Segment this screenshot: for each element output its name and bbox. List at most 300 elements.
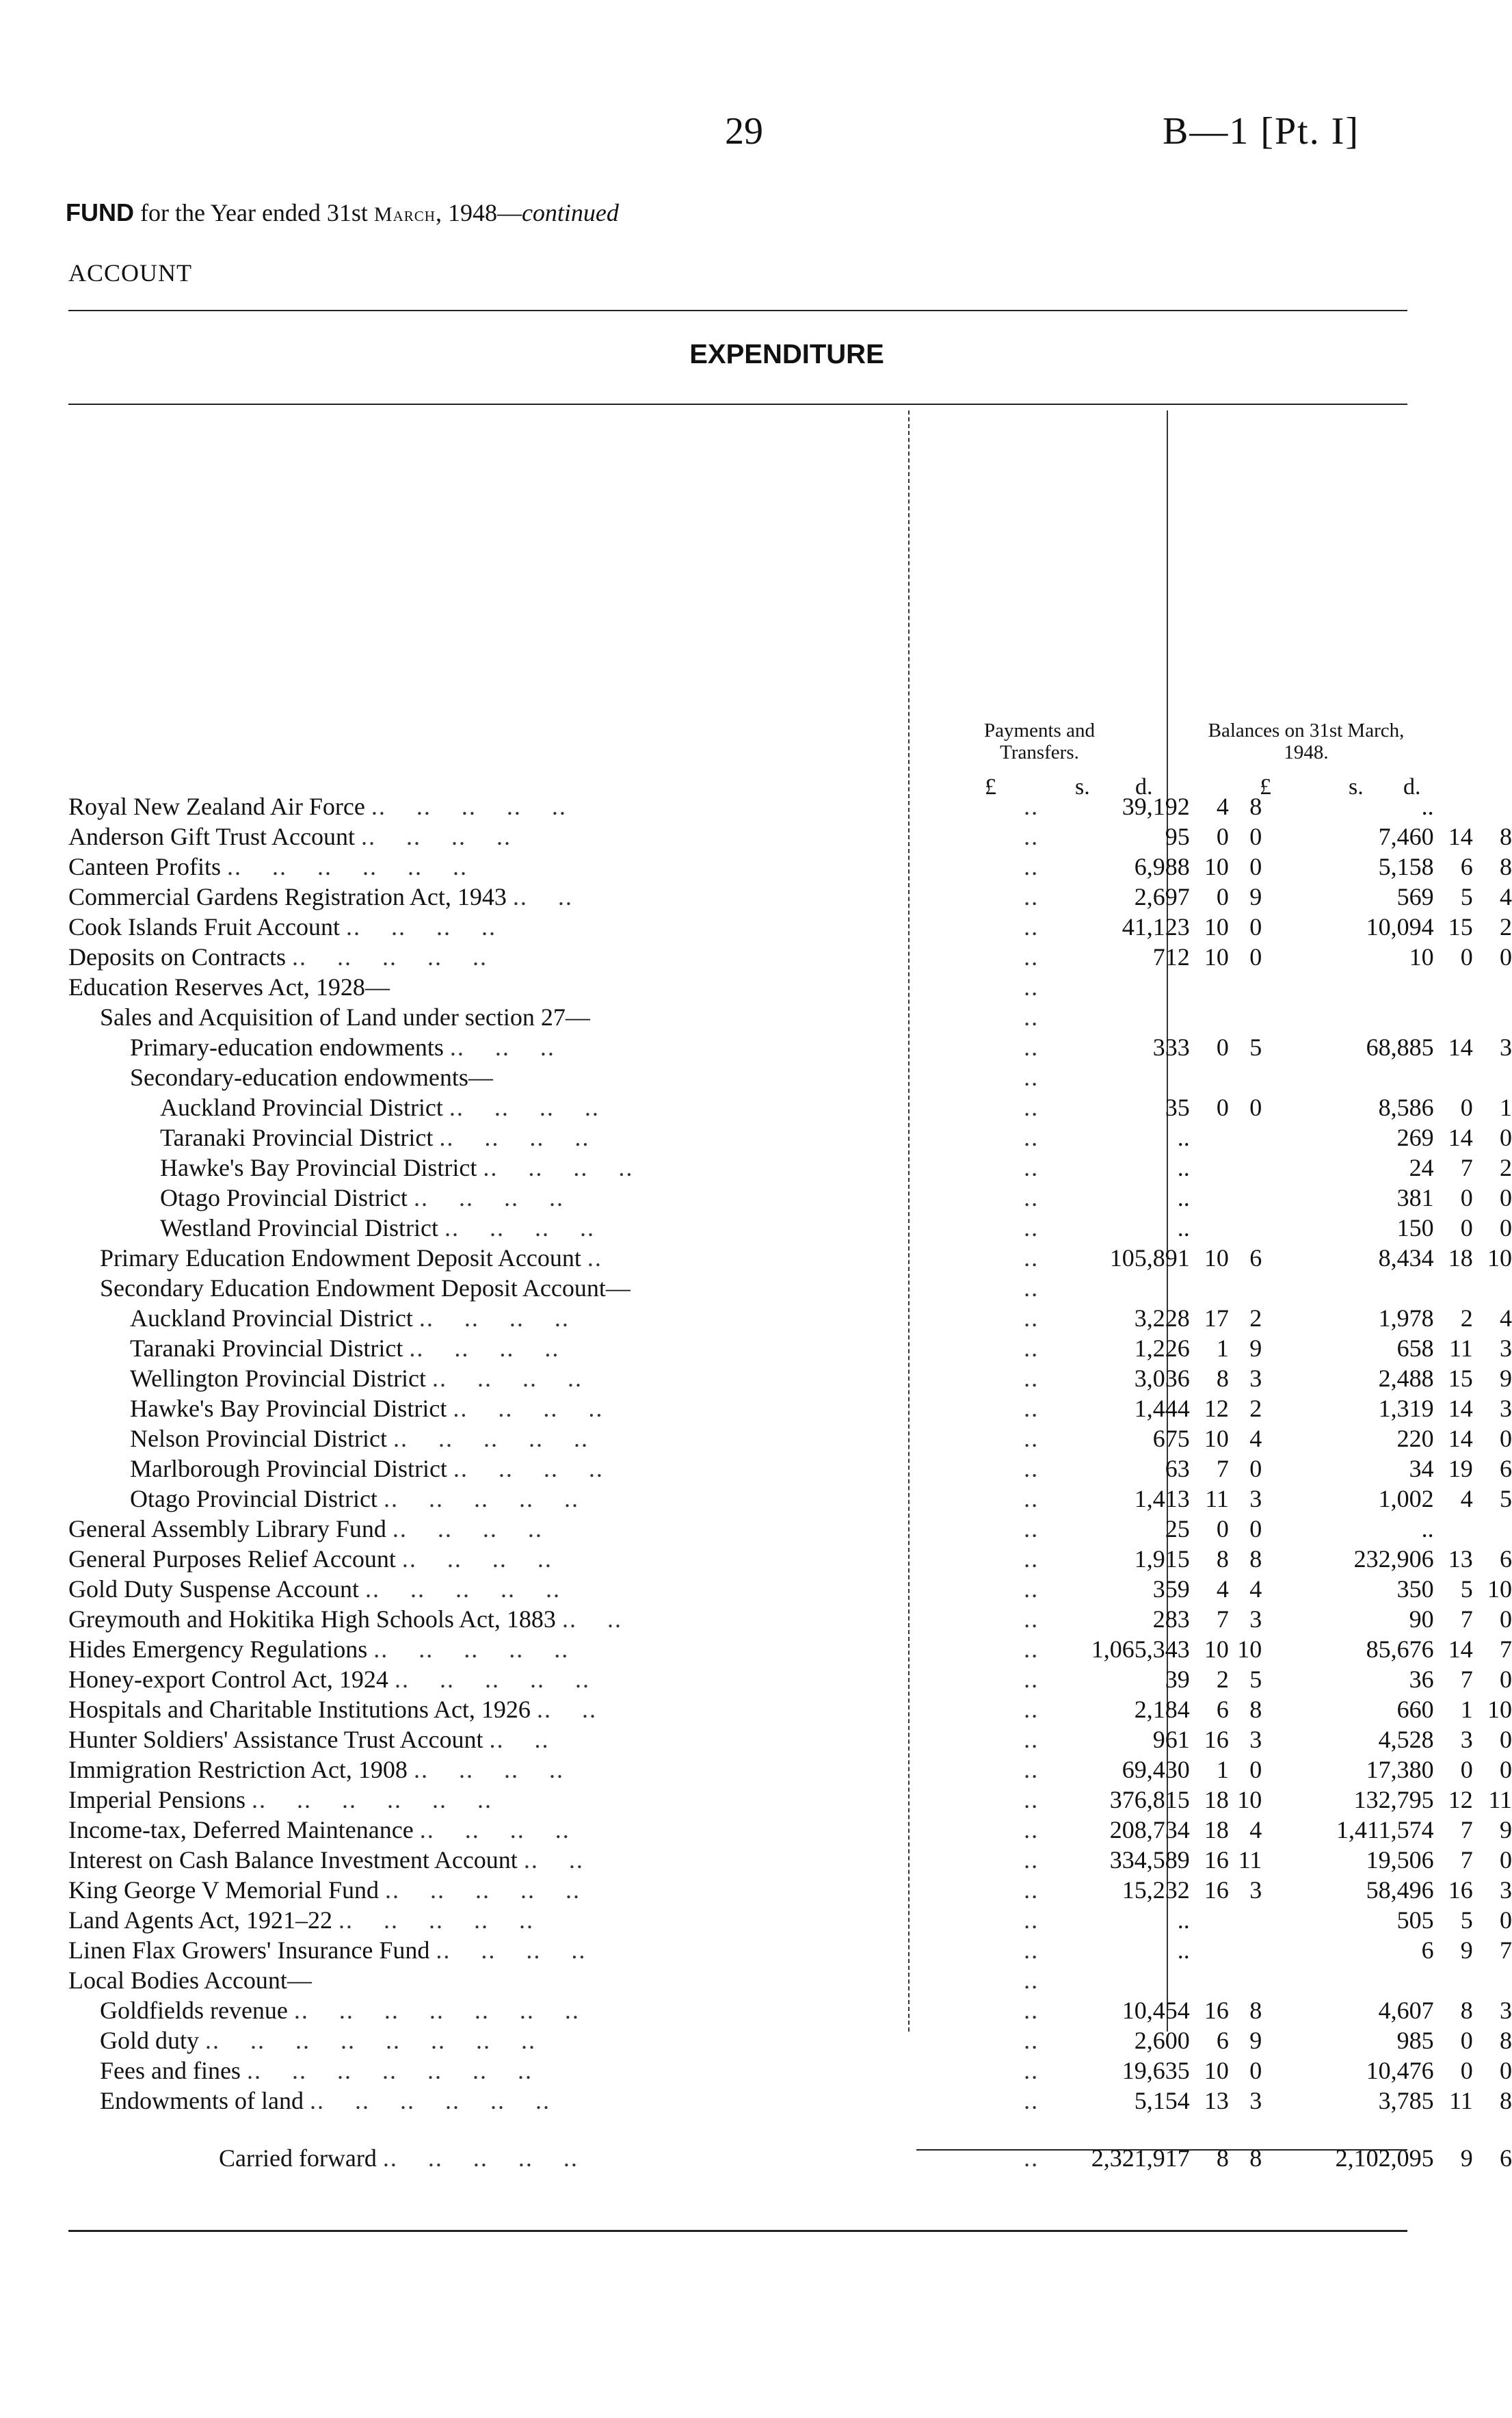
payment-shillings: 0 [1216,823,1229,850]
payment-shillings: 16 [1204,1846,1229,1874]
dot-leaders: .. .. .. .. [419,1304,570,1332]
table-row [68,1965,1512,1995]
gap-cell: .. [1024,1635,1039,1663]
balance-shillings [1434,791,1473,822]
balance-pounds: 1,411,574 [1336,1816,1434,1843]
gap-cell: .. [1024,2087,1039,2114]
balance-pence: 0 [1500,1906,1512,1934]
balance-pounds: 10,094 [1366,913,1434,941]
payment-pounds: 961 [1152,1726,1190,1753]
gap-cell: .. [1024,1936,1039,1964]
row-label-cell [68,1213,976,1243]
balance-shillings: 11 [1449,1335,1473,1362]
table-row [68,1995,1512,2025]
table-row [68,972,1512,1002]
row-label: Hospitals and Charitable Institutions Act, 1926 [68,1696,531,1723]
column-separator [1262,1664,1290,1694]
gap-cell: .. [1024,1455,1039,1482]
dot-leaders: .. .. .. .. .. .. [251,1786,492,1813]
payment-pence: 8 [1249,2144,1262,2172]
table-row [68,942,1512,972]
payment-pence: 8 [1249,1696,1262,1723]
table-row [68,1333,1512,1363]
table-row [68,852,1512,882]
payment-pounds: .. [1177,1184,1190,1211]
payment-shillings: 7 [1216,1605,1229,1633]
table-row [68,791,1512,822]
dot-leaders: .. .. .. .. .. .. [226,853,468,880]
row-label-cell [68,1002,976,1032]
column-separator [1262,1905,1290,1935]
column-separator [1262,882,1290,912]
gap-cell: .. [1024,1726,1039,1753]
column-separator [1262,1785,1290,1815]
balance-pounds: 569 [1396,883,1434,910]
payment-pence: 4 [1249,1575,1262,1603]
balance-pence [1473,1965,1512,1995]
payment-pence [1229,1965,1262,1995]
gap-cell: .. [1024,883,1039,910]
balance-shillings: 9 [1460,2144,1473,2172]
table-row [68,1755,1512,1785]
gap-cell: .. [1024,1906,1039,1934]
balance-pounds: 5,158 [1378,853,1434,880]
row-label-cell [68,1423,976,1454]
row-label-cell [68,1965,976,1995]
balance-pence: 6 [1500,2144,1512,2172]
row-label-cell [68,1905,976,1935]
balance-shillings: 14 [1448,1034,1473,1061]
row-label-cell [68,1604,976,1634]
column-separator [1262,2116,1290,2173]
payment-pence: 6 [1249,1244,1262,1272]
payment-pence: 10 [1237,1635,1262,1663]
balance-pence: 7 [1500,1936,1512,1964]
row-label-cell [68,1484,976,1514]
dot-leaders: .. .. .. .. .. [373,1635,570,1663]
balance-shillings [1434,1273,1473,1303]
payment-pence: 5 [1249,1666,1262,1693]
balance-pounds: 36 [1409,1666,1434,1693]
payment-pence: 10 [1237,1786,1262,1813]
payment-pence [1229,972,1262,1002]
payment-pence: 3 [1249,2087,1262,2114]
payment-pounds: 1,915 [1134,1545,1190,1573]
balance-pence: 9 [1500,1816,1512,1843]
balance-pence: 8 [1500,853,1512,880]
payment-pence: 4 [1249,1425,1262,1452]
row-label: Sales and Acquisition of Land under section 27— [100,1003,590,1031]
balance-pounds: .. [1421,1515,1434,1542]
payment-shillings [1190,1935,1229,1965]
table-row [68,1905,1512,1935]
table-row [68,1213,1512,1243]
dot-leaders: .. .. .. .. [413,1184,564,1211]
balance-pounds: 90 [1409,1605,1434,1633]
payment-pounds: 2,600 [1134,2027,1190,2054]
balance-shillings: 0 [1460,2057,1473,2084]
balance-pounds: 985 [1396,2027,1434,2054]
gap-cell: .. [1024,1365,1039,1392]
dot-leaders: .. .. .. .. [392,1515,543,1542]
gap-cell: .. [1024,2144,1039,2172]
gap-cell: .. [1024,1003,1039,1031]
dot-leaders: .. .. .. .. .. [338,1906,534,1934]
payment-shillings: 2 [1216,1666,1229,1693]
column-separator [1262,1153,1290,1183]
balance-pence: 3 [1500,1335,1512,1362]
balance-shillings: 7 [1460,1154,1473,1181]
column-separator [1262,2086,1290,2116]
payment-pence: 3 [1249,1726,1262,1753]
payment-shillings: 13 [1204,2087,1229,2114]
payment-pence: 3 [1249,1365,1262,1392]
row-label: Honey-export Control Act, 1924 [68,1666,388,1693]
balance-pence: 1 [1500,1094,1512,1121]
gap-cell: .. [1024,1425,1039,1452]
column-separator [1262,1032,1290,1062]
row-label-cell [68,1303,976,1333]
payment-pounds [1059,1965,1190,1995]
payment-pence: 0 [1249,823,1262,850]
gap-cell: .. [1024,1666,1039,1693]
table-row [68,1544,1512,1574]
payment-pence: 0 [1249,1515,1262,1542]
payment-pence: 3 [1249,1605,1262,1633]
fund-title [66,198,619,227]
payment-pence: 3 [1249,1485,1262,1512]
payment-shillings [1190,1905,1229,1935]
payment-pounds: 5,154 [1134,2087,1190,2114]
payment-shillings: 8 [1216,1365,1229,1392]
balance-pence: 3 [1500,1997,1512,2024]
table-row [68,1393,1512,1423]
column-separator [1262,1875,1290,1905]
payment-pounds: 25 [1165,1515,1190,1542]
column-separator [1262,1724,1290,1755]
payment-pence [1229,1905,1262,1935]
balance-pounds: 68,885 [1366,1034,1434,1061]
balance-pounds: 132,795 [1353,1786,1434,1813]
gap-cell: .. [1024,1154,1039,1181]
row-label-cell [68,1815,976,1845]
gap-cell: .. [1024,943,1039,971]
column-separator [1262,1062,1290,1092]
dot-leaders: .. .. .. .. .. .. [309,2087,551,2114]
table-row [68,1243,1512,1273]
row-label: Otago Provincial District [130,1485,377,1512]
payment-shillings: 18 [1204,1816,1229,1843]
balance-pounds [1291,1062,1434,1092]
balance-pounds: 10,476 [1366,2057,1434,2084]
payment-pence: 0 [1249,1094,1262,1121]
payment-pounds: 105,891 [1109,1244,1190,1272]
balance-pence: 0 [1500,1726,1512,1753]
balance-pounds: 220 [1396,1425,1434,1452]
balance-pence [1473,972,1512,1002]
row-label: Marlborough Provincial District [130,1455,447,1482]
row-label-cell [68,2116,976,2173]
row-label: Canteen Profits [68,853,221,880]
gap-cell: .. [1024,2057,1039,2084]
row-label: King George V Memorial Fund [68,1876,379,1904]
fund-month: March [373,203,436,226]
payment-shillings: 6 [1216,2027,1229,2054]
gap-cell: .. [1024,1395,1039,1422]
payment-pence: 2 [1249,1304,1262,1332]
balance-pounds: 6 [1421,1936,1434,1964]
balance-pounds: 232,906 [1353,1545,1434,1573]
payments-column-heading: Payments and Transfers. [984,720,1095,763]
gap-cell: .. [1024,1545,1039,1573]
payment-shillings [1190,1213,1229,1243]
balance-pence: 4 [1500,1304,1512,1332]
column-separator [1262,1935,1290,1965]
fund-year: , 1948— [435,199,522,226]
row-label: Greymouth and Hokitika High Schools Act, 1883 [68,1605,556,1633]
balance-pounds: 58,496 [1366,1876,1434,1904]
row-label-cell [68,1875,976,1905]
balance-pence: 8 [1500,2087,1512,2114]
payment-shillings [1190,1183,1229,1213]
balances-shillings-unit: s. [1349,774,1364,800]
balance-pence [1473,1514,1512,1544]
payment-pence: 9 [1249,1335,1262,1362]
payment-shillings [1190,1062,1229,1092]
payments-pounds-unit: £ [985,774,996,800]
dot-leaders: .. [587,1244,602,1272]
balance-shillings: 11 [1449,2087,1473,2114]
table-row [68,2025,1512,2055]
payment-pounds: 3,228 [1134,1304,1190,1332]
payment-pence [1229,1153,1262,1183]
payment-shillings [1190,1153,1229,1183]
payment-pounds: .. [1177,1936,1190,1964]
balance-pounds: 10 [1409,943,1434,971]
row-label: Imperial Pensions [68,1786,246,1813]
column-separator [1262,1995,1290,2025]
column-separator [1262,1634,1290,1664]
payment-pence: 0 [1249,853,1262,880]
expenditure-table [68,791,1512,2173]
balance-shillings: 9 [1460,1936,1473,1964]
row-label-cell [68,1755,976,1785]
balance-shillings [1434,1002,1473,1032]
table-row [68,1815,1512,1845]
gap-cell: .. [1024,913,1039,941]
row-label-cell [68,2025,976,2055]
balance-shillings: 2 [1460,1304,1473,1332]
balance-pounds [1291,1002,1434,1032]
payment-shillings: 10 [1204,1635,1229,1663]
table-row [68,1935,1512,1965]
balance-shillings [1434,1514,1473,1544]
gap-cell: .. [1024,1304,1039,1332]
gap-cell: .. [1024,1515,1039,1542]
balance-pence: 3 [1500,1034,1512,1061]
balance-pounds: 19,506 [1366,1846,1434,1874]
balance-pence: 0 [1500,1605,1512,1633]
balance-pounds: 505 [1396,1906,1434,1934]
column-separator [1262,942,1290,972]
row-label-cell [68,1032,976,1062]
balance-shillings: 7 [1460,1605,1473,1633]
payment-pounds: .. [1177,1906,1190,1934]
balance-pounds: 17,380 [1366,1756,1434,1783]
balance-shillings: 0 [1460,1214,1473,1241]
row-label-cell [68,1333,976,1363]
row-label-cell [68,1062,976,1092]
balance-shillings [1434,972,1473,1002]
table-row [68,822,1512,852]
table-row [68,1363,1512,1393]
payment-pence [1229,1273,1262,1303]
dot-leaders: .. .. .. .. .. [384,1876,581,1904]
row-label-cell [68,1664,976,1694]
payment-shillings: 10 [1204,913,1229,941]
gap-cell: .. [1024,1967,1039,1994]
payment-pounds: 3,036 [1134,1365,1190,1392]
row-label-cell [68,1273,976,1303]
balances-column-heading: Balances on 31st March, 1948. [1208,720,1405,763]
row-label: Interest on Cash Balance Investment Account [68,1846,518,1874]
gap-cell: .. [1024,2027,1039,2054]
balance-shillings: 0 [1460,1756,1473,1783]
row-label: Taranaki Provincial District [130,1335,403,1362]
payment-pounds: 6,988 [1134,853,1190,880]
row-label-cell [68,822,976,852]
balance-pounds: 2,488 [1378,1365,1434,1392]
balance-pounds: 1,319 [1378,1395,1434,1422]
payment-pounds: 41,123 [1122,913,1190,941]
gap-cell: .. [1024,823,1039,850]
rule-bottom [68,2230,1407,2232]
gap-cell: .. [1024,793,1039,820]
payment-shillings: 12 [1204,1395,1229,1422]
payment-pence: 2 [1249,1395,1262,1422]
balance-pence: 0 [1500,1846,1512,1874]
row-label-cell [68,2086,976,2116]
payment-shillings: 10 [1204,1425,1229,1452]
gap-cell: .. [1024,1786,1039,1813]
row-label: Primary-education endowments [130,1034,444,1061]
balance-pounds: 4,607 [1378,1997,1434,2024]
row-label: Primary Education Endowment Deposit Account [100,1244,581,1272]
balance-shillings: 4 [1460,1485,1473,1512]
balance-pounds: 8,434 [1378,1244,1434,1272]
row-label: Otago Provincial District [160,1184,408,1211]
payment-shillings: 8 [1216,1545,1229,1573]
gap-cell: .. [1024,1756,1039,1783]
payment-shillings: 10 [1204,1244,1229,1272]
row-label: Wellington Provincial District [130,1365,427,1392]
table-row [68,1845,1512,1875]
row-label: General Purposes Relief Account [68,1545,396,1573]
row-label: Hunter Soldiers' Assistance Trust Account [68,1726,483,1753]
balance-shillings: 3 [1460,1726,1473,1753]
balance-pounds: 24 [1409,1154,1434,1181]
payment-pounds: 1,226 [1134,1335,1190,1362]
balance-shillings: 7 [1460,1816,1473,1843]
dot-leaders: .. .. .. .. [449,1094,600,1121]
balance-pence: 3 [1500,1395,1512,1422]
column-separator [1262,791,1290,822]
fund-continued: continued [521,199,619,226]
payment-pence: 0 [1249,943,1262,971]
payment-pounds: 359 [1152,1575,1190,1603]
dot-leaders: .. .. [523,1846,584,1874]
table-row [68,1875,1512,1905]
dot-leaders: .. .. [536,1696,597,1723]
column-separator [1262,1333,1290,1363]
dot-leaders: .. .. .. .. .. .. .. .. [205,2027,537,2054]
payment-pounds: 333 [1152,1034,1190,1061]
payment-pounds: 19,635 [1122,2057,1190,2084]
payment-pounds: 675 [1152,1425,1190,1452]
column-separator [1262,1484,1290,1514]
balances-pence-unit: d. [1403,774,1421,800]
dot-leaders: .. .. .. .. [453,1395,604,1422]
payment-shillings: 1 [1216,1335,1229,1362]
column-separator [1262,1122,1290,1153]
balance-pounds: 85,676 [1366,1635,1434,1663]
balance-pounds [1291,972,1434,1002]
gap-cell: .. [1024,1485,1039,1512]
dot-leaders: .. .. .. .. [361,823,512,850]
row-label-cell [68,1845,976,1875]
row-label: Secondary-education endowments— [130,1064,493,1091]
payment-pence [1229,1062,1262,1092]
payment-shillings: 7 [1216,1455,1229,1482]
payment-pounds: .. [1177,1214,1190,1241]
row-label-cell [68,852,976,882]
payment-shillings: 10 [1204,2057,1229,2084]
payment-pence: 0 [1249,2057,1262,2084]
balance-pence [1473,791,1512,822]
payment-pounds: 1,444 [1134,1395,1190,1422]
row-label: Cook Islands Fruit Account [68,913,340,941]
payment-shillings [1190,1122,1229,1153]
payment-pence: 5 [1249,1034,1262,1061]
payment-pounds: .. [1177,1154,1190,1181]
balance-pence: 0 [1500,1756,1512,1783]
table-row [68,1694,1512,1724]
dot-leaders: .. .. [512,883,573,910]
table-row [68,1785,1512,1815]
payment-pence: 0 [1249,913,1262,941]
table-row [68,1032,1512,1062]
gap-cell: .. [1024,1094,1039,1121]
row-label: Local Bodies Account— [68,1967,312,1994]
dot-leaders: .. .. .. .. [409,1335,560,1362]
payment-shillings: 0 [1216,1094,1229,1121]
balance-shillings: 16 [1448,1876,1473,1904]
row-label-cell [68,1995,976,2025]
payment-pence: 8 [1249,1545,1262,1573]
row-label-cell [68,1935,976,1965]
account-label: ACCOUNT [68,259,193,287]
gap-cell: .. [1024,1335,1039,1362]
gap-cell: .. [1024,1876,1039,1904]
column-separator [1262,1243,1290,1273]
balance-pence: 4 [1500,883,1512,910]
balance-shillings: 8 [1460,1997,1473,2024]
dot-leaders: .. .. [561,1605,622,1633]
payment-pence [1229,1122,1262,1153]
balance-pounds: 8,586 [1378,1094,1434,1121]
section-heading: EXPENDITURE [689,339,884,369]
row-label: Land Agents Act, 1921–22 [68,1906,332,1934]
